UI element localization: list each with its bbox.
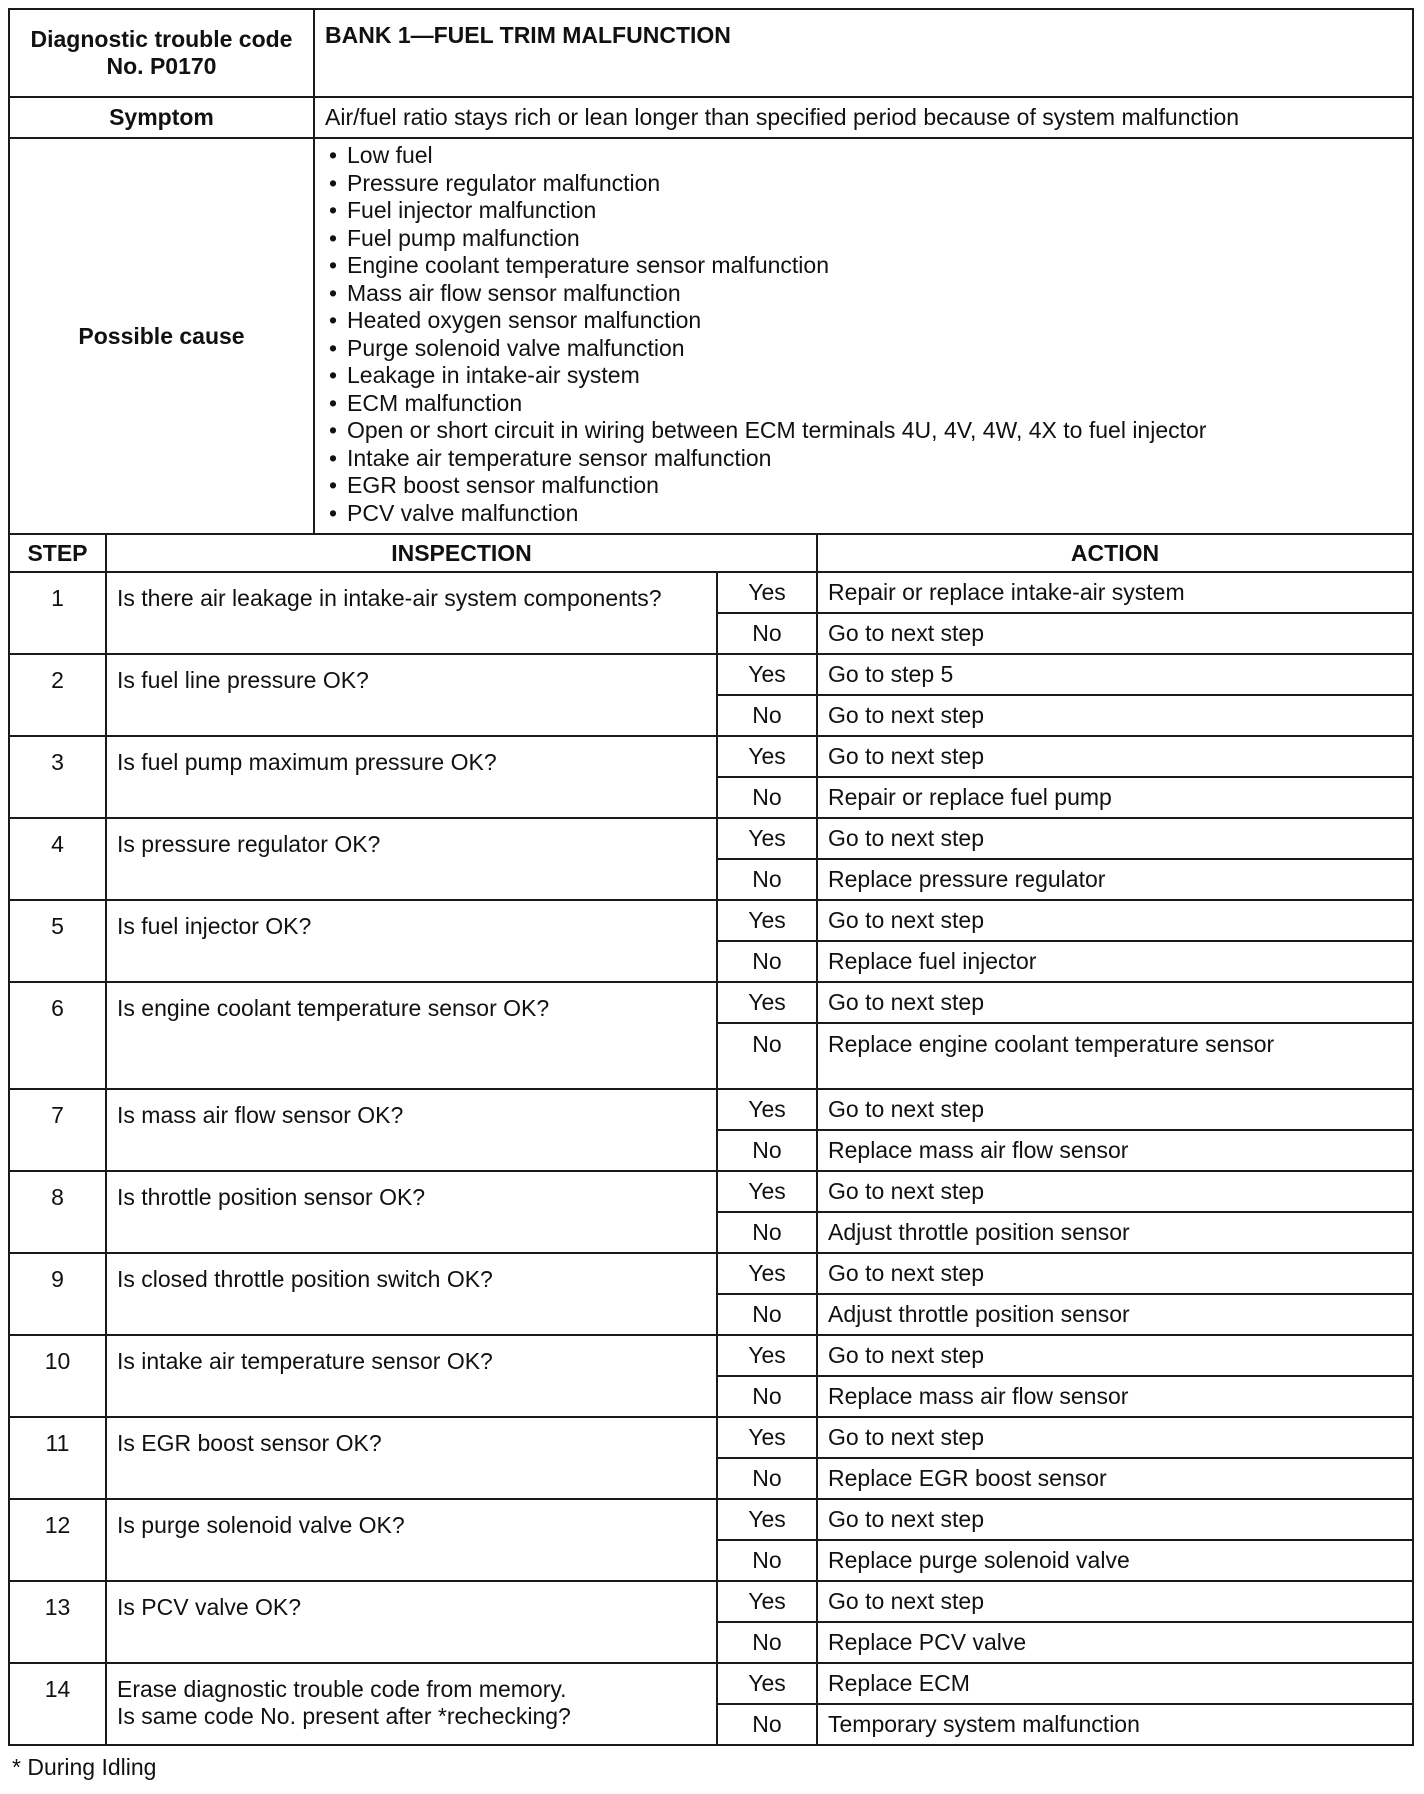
step-number: 5 — [9, 900, 106, 982]
yes-action: Go to next step — [817, 1335, 1413, 1376]
no-label: No — [717, 1023, 817, 1089]
no-label: No — [717, 1540, 817, 1581]
inspection-line: Erase diagnostic trouble code from memory. — [117, 1676, 567, 1702]
no-action: Replace mass air flow sensor — [817, 1130, 1413, 1171]
inspection-line: Is closed throttle position switch OK? — [117, 1266, 493, 1292]
step-inspection — [106, 654, 717, 736]
possible-cause-item: • Pressure regulator malfunction — [325, 170, 1402, 198]
no-label: No — [717, 777, 817, 818]
no-action: Replace PCV valve — [817, 1622, 1413, 1663]
symptom-row — [9, 97, 1413, 138]
possible-cause-item: • Low fuel — [325, 142, 1402, 170]
yes-label: Yes — [717, 982, 817, 1023]
no-action: Repair or replace fuel pump — [817, 777, 1413, 818]
no-label: No — [717, 1622, 817, 1663]
no-label: No — [717, 941, 817, 982]
no-action: Replace purge solenoid valve — [817, 1540, 1413, 1581]
possible-cause-item: • Fuel injector malfunction — [325, 197, 1402, 225]
inspection-line: Is fuel line pressure OK? — [117, 667, 369, 693]
no-action: Adjust throttle position sensor — [817, 1294, 1413, 1335]
possible-cause-item: • EGR boost sensor malfunction — [325, 472, 1402, 500]
yes-label: Yes — [717, 1417, 817, 1458]
step-number: 1 — [9, 572, 106, 654]
possible-cause-label: Possible cause — [9, 138, 314, 534]
possible-cause-list — [325, 142, 1402, 527]
header-row — [9, 9, 1413, 97]
possible-cause-item: • Purge solenoid valve malfunction — [325, 335, 1402, 363]
step-number: 8 — [9, 1171, 106, 1253]
no-label: No — [717, 695, 817, 736]
step-inspection — [106, 1171, 717, 1253]
possible-cause-item: • PCV valve malfunction — [325, 500, 1402, 528]
no-action: Replace fuel injector — [817, 941, 1413, 982]
yes-action: Go to next step — [817, 1089, 1413, 1130]
step-number: 2 — [9, 654, 106, 736]
inspection-line: Is EGR boost sensor OK? — [117, 1430, 382, 1456]
no-action: Temporary system malfunction — [817, 1704, 1413, 1745]
yes-label: Yes — [717, 1663, 817, 1704]
table-row — [9, 1171, 1413, 1212]
table-row — [9, 1089, 1413, 1130]
possible-cause-item: • Open or short circuit in wiring between ECM terminals 4U, 4V, 4W, 4X to fuel injector — [325, 417, 1402, 445]
possible-cause-item: • Intake air temperature sensor malfunction — [325, 445, 1402, 473]
no-label: No — [717, 859, 817, 900]
inspection-line: Is purge solenoid valve OK? — [117, 1512, 405, 1538]
possible-cause-item: • Heated oxygen sensor malfunction — [325, 307, 1402, 335]
step-inspection — [106, 572, 717, 654]
inspection-line: Is fuel injector OK? — [117, 913, 312, 939]
no-label: No — [717, 1212, 817, 1253]
table-row — [9, 1663, 1413, 1704]
step-inspection — [106, 736, 717, 818]
yes-label: Yes — [717, 1499, 817, 1540]
yes-action: Go to next step — [817, 1499, 1413, 1540]
no-action: Replace pressure regulator — [817, 859, 1413, 900]
yes-label: Yes — [717, 1089, 817, 1130]
possible-cause-row — [9, 138, 1413, 534]
step-number: 10 — [9, 1335, 106, 1417]
yes-action: Repair or replace intake-air system — [817, 572, 1413, 613]
possible-cause-item: • Engine coolant temperature sensor malfunction — [325, 252, 1402, 280]
yes-label: Yes — [717, 1335, 817, 1376]
inspection-line: Is throttle position sensor OK? — [117, 1184, 426, 1210]
yes-action: Go to next step — [817, 1171, 1413, 1212]
no-action: Replace EGR boost sensor — [817, 1458, 1413, 1499]
table-row — [9, 1581, 1413, 1622]
yes-action: Replace ECM — [817, 1663, 1413, 1704]
footnote: * During Idling — [12, 1754, 157, 1780]
table-body — [9, 9, 1413, 1745]
table-row — [9, 1417, 1413, 1458]
possible-cause-item: • Mass air flow sensor malfunction — [325, 280, 1402, 308]
step-inspection — [106, 900, 717, 982]
yes-action: Go to next step — [817, 1581, 1413, 1622]
step-inspection — [106, 1581, 717, 1663]
diagnostic-table — [8, 8, 1414, 1746]
yes-action: Go to next step — [817, 1417, 1413, 1458]
inspection-line: Is same code No. present after *rechecking? — [117, 1703, 571, 1729]
no-action: Go to next step — [817, 695, 1413, 736]
step-column-header: STEP — [9, 534, 106, 572]
yes-label: Yes — [717, 1253, 817, 1294]
document — [8, 8, 1412, 1781]
inspection-line: Is intake air temperature sensor OK? — [117, 1348, 493, 1374]
yes-label: Yes — [717, 736, 817, 777]
table-row — [9, 572, 1413, 613]
table-row — [9, 736, 1413, 777]
yes-action: Go to next step — [817, 1253, 1413, 1294]
possible-cause-item: • Fuel pump malfunction — [325, 225, 1402, 253]
step-number: 13 — [9, 1581, 106, 1663]
step-inspection — [106, 818, 717, 900]
step-inspection — [106, 1089, 717, 1171]
step-inspection — [106, 1335, 717, 1417]
table-row — [9, 900, 1413, 941]
yes-label: Yes — [717, 1171, 817, 1212]
inspection-line: Is engine coolant temperature sensor OK? — [117, 995, 550, 1021]
yes-action: Go to next step — [817, 982, 1413, 1023]
symptom-label: Symptom — [9, 97, 314, 138]
inspection-line: Is there air leakage in intake-air system components? — [117, 585, 662, 611]
no-label: No — [717, 1130, 817, 1171]
possible-cause-item: • ECM malfunction — [325, 390, 1402, 418]
no-action: Adjust throttle position sensor — [817, 1212, 1413, 1253]
step-inspection — [106, 1253, 717, 1335]
yes-label: Yes — [717, 1581, 817, 1622]
code-label: Diagnostic trouble code No. P0170 — [9, 9, 314, 97]
step-inspection — [106, 1663, 717, 1745]
table-row — [9, 818, 1413, 859]
step-inspection — [106, 982, 717, 1089]
action-column-header: ACTION — [817, 534, 1413, 572]
step-number: 11 — [9, 1417, 106, 1499]
yes-label: Yes — [717, 572, 817, 613]
yes-action: Go to next step — [817, 736, 1413, 777]
no-action: Go to next step — [817, 613, 1413, 654]
step-inspection — [106, 1499, 717, 1581]
inspection-line: Is PCV valve OK? — [117, 1594, 302, 1620]
no-action: Replace mass air flow sensor — [817, 1376, 1413, 1417]
yes-action: Go to next step — [817, 900, 1413, 941]
step-number: 12 — [9, 1499, 106, 1581]
step-number: 4 — [9, 818, 106, 900]
table-row — [9, 982, 1413, 1023]
step-inspection — [106, 1417, 717, 1499]
page-title: BANK 1—FUEL TRIM MALFUNCTION — [314, 9, 1413, 97]
step-number: 6 — [9, 982, 106, 1089]
yes-label: Yes — [717, 900, 817, 941]
step-number: 9 — [9, 1253, 106, 1335]
symptom-text: Air/fuel ratio stays rich or lean longer than specified period because of system malfunction — [314, 97, 1413, 138]
no-action: Replace engine coolant temperature sensor — [817, 1023, 1413, 1089]
yes-label: Yes — [717, 818, 817, 859]
step-number: 3 — [9, 736, 106, 818]
no-label: No — [717, 1376, 817, 1417]
inspection-line: Is mass air flow sensor OK? — [117, 1102, 404, 1128]
table-row — [9, 654, 1413, 695]
column-header-row — [9, 534, 1413, 572]
inspection-line: Is pressure regulator OK? — [117, 831, 381, 857]
no-label: No — [717, 613, 817, 654]
table-row — [9, 1253, 1413, 1294]
step-number: 14 — [9, 1663, 106, 1745]
inspection-column-header: INSPECTION — [106, 534, 817, 572]
yes-action: Go to next step — [817, 818, 1413, 859]
yes-action: Go to step 5 — [817, 654, 1413, 695]
possible-cause-item: • Leakage in intake-air system — [325, 362, 1402, 390]
step-number: 7 — [9, 1089, 106, 1171]
table-row — [9, 1499, 1413, 1540]
table-row — [9, 1335, 1413, 1376]
possible-cause-list-cell — [314, 138, 1413, 534]
yes-label: Yes — [717, 654, 817, 695]
inspection-line: Is fuel pump maximum pressure OK? — [117, 749, 497, 775]
no-label: No — [717, 1294, 817, 1335]
no-label: No — [717, 1704, 817, 1745]
no-label: No — [717, 1458, 817, 1499]
